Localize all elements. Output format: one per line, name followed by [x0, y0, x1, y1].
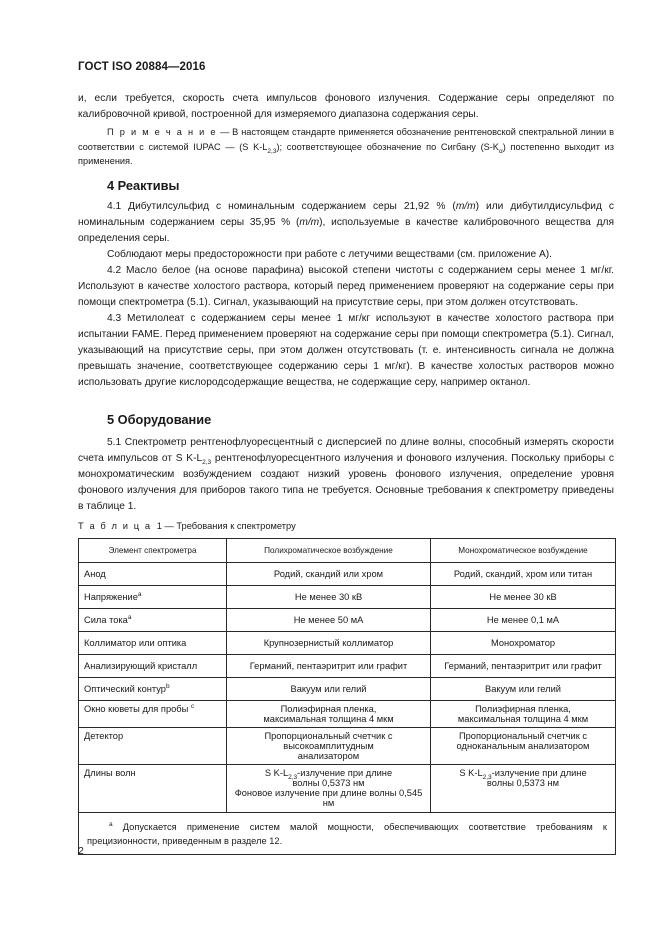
row-element: Сила тока$^a$	[79, 609, 227, 632]
header-mono: Монохроматическое возбуждение	[431, 539, 616, 563]
row-poly: Полиэфирная пленка, максимальная толщина 4 мкм	[227, 701, 431, 728]
p41-text-c: ) или дибутилдисульфид с номинальным содержанием серы 35,95 % (	[78, 201, 615, 228]
table-caption	[78, 521, 296, 531]
row-poly: Родий, скандий или хром	[227, 563, 431, 586]
row-mono: Не менее 30 кВ	[431, 586, 616, 609]
row-poly: Пропорциональный счетчик с высокоамплитудным анализатором	[227, 728, 431, 765]
intro-paragraph: и, если требуется, скорость счета импульсов фонового излучения. Содержание серы определяют по калибровочной кривой, построенной для измеряемого диапазона содержания серы.	[78, 93, 614, 120]
paragraph-4-2: 4.2 Масло белое (на основе парафина) высокой степени чистоты с содержанием серы менее 1 мг/кг. Используют в качестве холостого раствора, который перед применением проверяют на содержание серы при помощи спектрометра (5.1). Сигнал, указывающий на присутствие серы, при этом должен отсутствовать.	[78, 265, 614, 308]
p41-unit-2: m/m	[299, 217, 320, 228]
table-row	[79, 655, 616, 678]
note-sub-2: α	[498, 147, 503, 155]
table-caption-label: Т а б л и ц а	[78, 521, 152, 531]
note-label: П р и м е ч а н и е	[107, 127, 218, 137]
row-mono: Пропорциональный счетчик с одноканальным анализатором	[431, 728, 616, 765]
note-text-3: ) постепенно выходит из применения.	[78, 141, 614, 166]
row-element: Анализирующий кристалл	[79, 655, 227, 678]
table-footnote	[79, 813, 616, 855]
p51-text-b: рентгенофлуоресцентного излучения и фонового излучения. Поскольку приборы с монохроматическим возбуждением создают низкий уровень фонового излучения, определение уровня фонового излучения для приборов такого типа не требуется. Основные требования к спектрометру приведены в таблице 1.	[78, 453, 614, 512]
background-wavelength: Фоновое излучение при длине волны 0,545 нм	[234, 788, 423, 808]
footnote-ref: b	[165, 682, 170, 690]
footnote-text: Допускается применение систем малой мощности, обеспечивающих соответствие требованиям к прецизионности, приведенным в разделе 12.	[87, 822, 607, 846]
row-element: Напряжение$^a$	[79, 586, 227, 609]
table-row-wavelength	[79, 765, 616, 813]
note-sub-1: 2,3	[267, 147, 277, 155]
section-4-title: 4 Реактивы	[107, 178, 180, 193]
p41-text-a: 4.1 Дибутилсульфид с номинальным содержанием серы 21,92 % (	[107, 201, 456, 212]
note-text-1: — В настоящем стандарте применяется обозначение рентгеновской спектральной линии в соответствии с системой IUPAC — (S K-L	[78, 127, 615, 152]
header-element: Элемент спектрометра	[79, 539, 227, 563]
row-mono: Полиэфирная пленка, максимальная толщина 4 мкм	[431, 701, 616, 728]
row-mono: S $K-L_{2,3}$-излучение при длине волны 0,5373 нм	[431, 765, 616, 813]
row-element: Длины волн	[79, 765, 227, 813]
table-footnote-row	[79, 813, 616, 855]
table-row	[79, 632, 616, 655]
paragraph-4-3: 4.3 Метилолеат с содержанием серы менее 1 мг/кг используют в качестве холостого раствора при испытании FAME. Перед применением проверяют на содержание серы при помощи спектрометра (5.1). Сигнал, указывающий на присутствие серы, при этом должен отсутствовать (т. е. интенсивность сигнала не должна превышать значение, соответствующее содержанию серы 1 мг/кг). В качестве холостых растворов можно использовать другие кислородсодержащие вещества, не содержащие серу, например октанол.	[78, 313, 614, 388]
standard-header: ГОСТ ISO 20884—2016	[78, 61, 206, 73]
row-poly: Крупнозернистый коллиматор	[227, 632, 431, 655]
row-element: Детектор	[79, 728, 227, 765]
row-mono: Не менее 0,1 мА	[431, 609, 616, 632]
row-mono: Монохроматор	[431, 632, 616, 655]
table-row	[79, 701, 616, 728]
paragraph-4-1	[78, 199, 614, 247]
paragraph-5-1	[78, 435, 614, 515]
row-poly: Германий, пентаэритрит или графит	[227, 655, 431, 678]
row-poly: S $K-L_{2,3}$-излучение при длине волны 0,5373 нм Фоновое излучение при длине волны 0,545 нм	[227, 765, 431, 813]
page-number: 2	[78, 845, 84, 857]
spectrometer-requirements-table	[78, 538, 616, 855]
row-mono: Вакуум или гелий	[431, 678, 616, 701]
row-element: Анод	[79, 563, 227, 586]
table-header-row	[79, 539, 616, 563]
p41-text-e: ), используемые в качестве калибровочного вещества для определения серы.	[78, 217, 614, 244]
footnote-ref: c	[190, 702, 195, 710]
row-element: Окно кюветы для пробы $^c$	[79, 701, 227, 728]
table-row	[79, 678, 616, 701]
p51-sub: 2,3	[202, 459, 212, 467]
p51-text-a: 5.1 Спектрометр рентгенофлуоресцентный с дисперсией по длине волны, способный измерять скорости счета импульсов от S K-L	[78, 437, 614, 464]
footnote-mark: a	[109, 820, 113, 828]
row-mono: Германий, пентаэритрит или графит	[431, 655, 616, 678]
footnote-ref: a	[127, 613, 132, 621]
row-poly: Не менее 50 мА	[227, 609, 431, 632]
table-row	[79, 586, 616, 609]
row-poly: Не менее 30 кВ	[227, 586, 431, 609]
footnote-ref: a	[137, 590, 142, 598]
table-row	[79, 563, 616, 586]
note-text-2: ); соответствующее обозначение по Сигбану (S-K	[276, 141, 499, 152]
paragraph-4-1-note: Соблюдают меры предосторожности при работе с летучими веществами (см. приложение А).	[107, 249, 552, 260]
note-paragraph	[78, 125, 614, 169]
row-element: Коллиматор или оптика	[79, 632, 227, 655]
table-row	[79, 609, 616, 632]
table-caption-text: 1 — Требования к спектрометру	[151, 521, 296, 531]
p41-unit-1: m/m	[455, 201, 476, 212]
table-row	[79, 728, 616, 765]
row-poly: Вакуум или гелий	[227, 678, 431, 701]
section-5-title: 5 Оборудование	[107, 412, 212, 427]
header-poly: Полихроматическое возбуждение	[227, 539, 431, 563]
row-element: Оптический контур$^b$	[79, 678, 227, 701]
row-mono: Родий, скандий, хром или титан	[431, 563, 616, 586]
